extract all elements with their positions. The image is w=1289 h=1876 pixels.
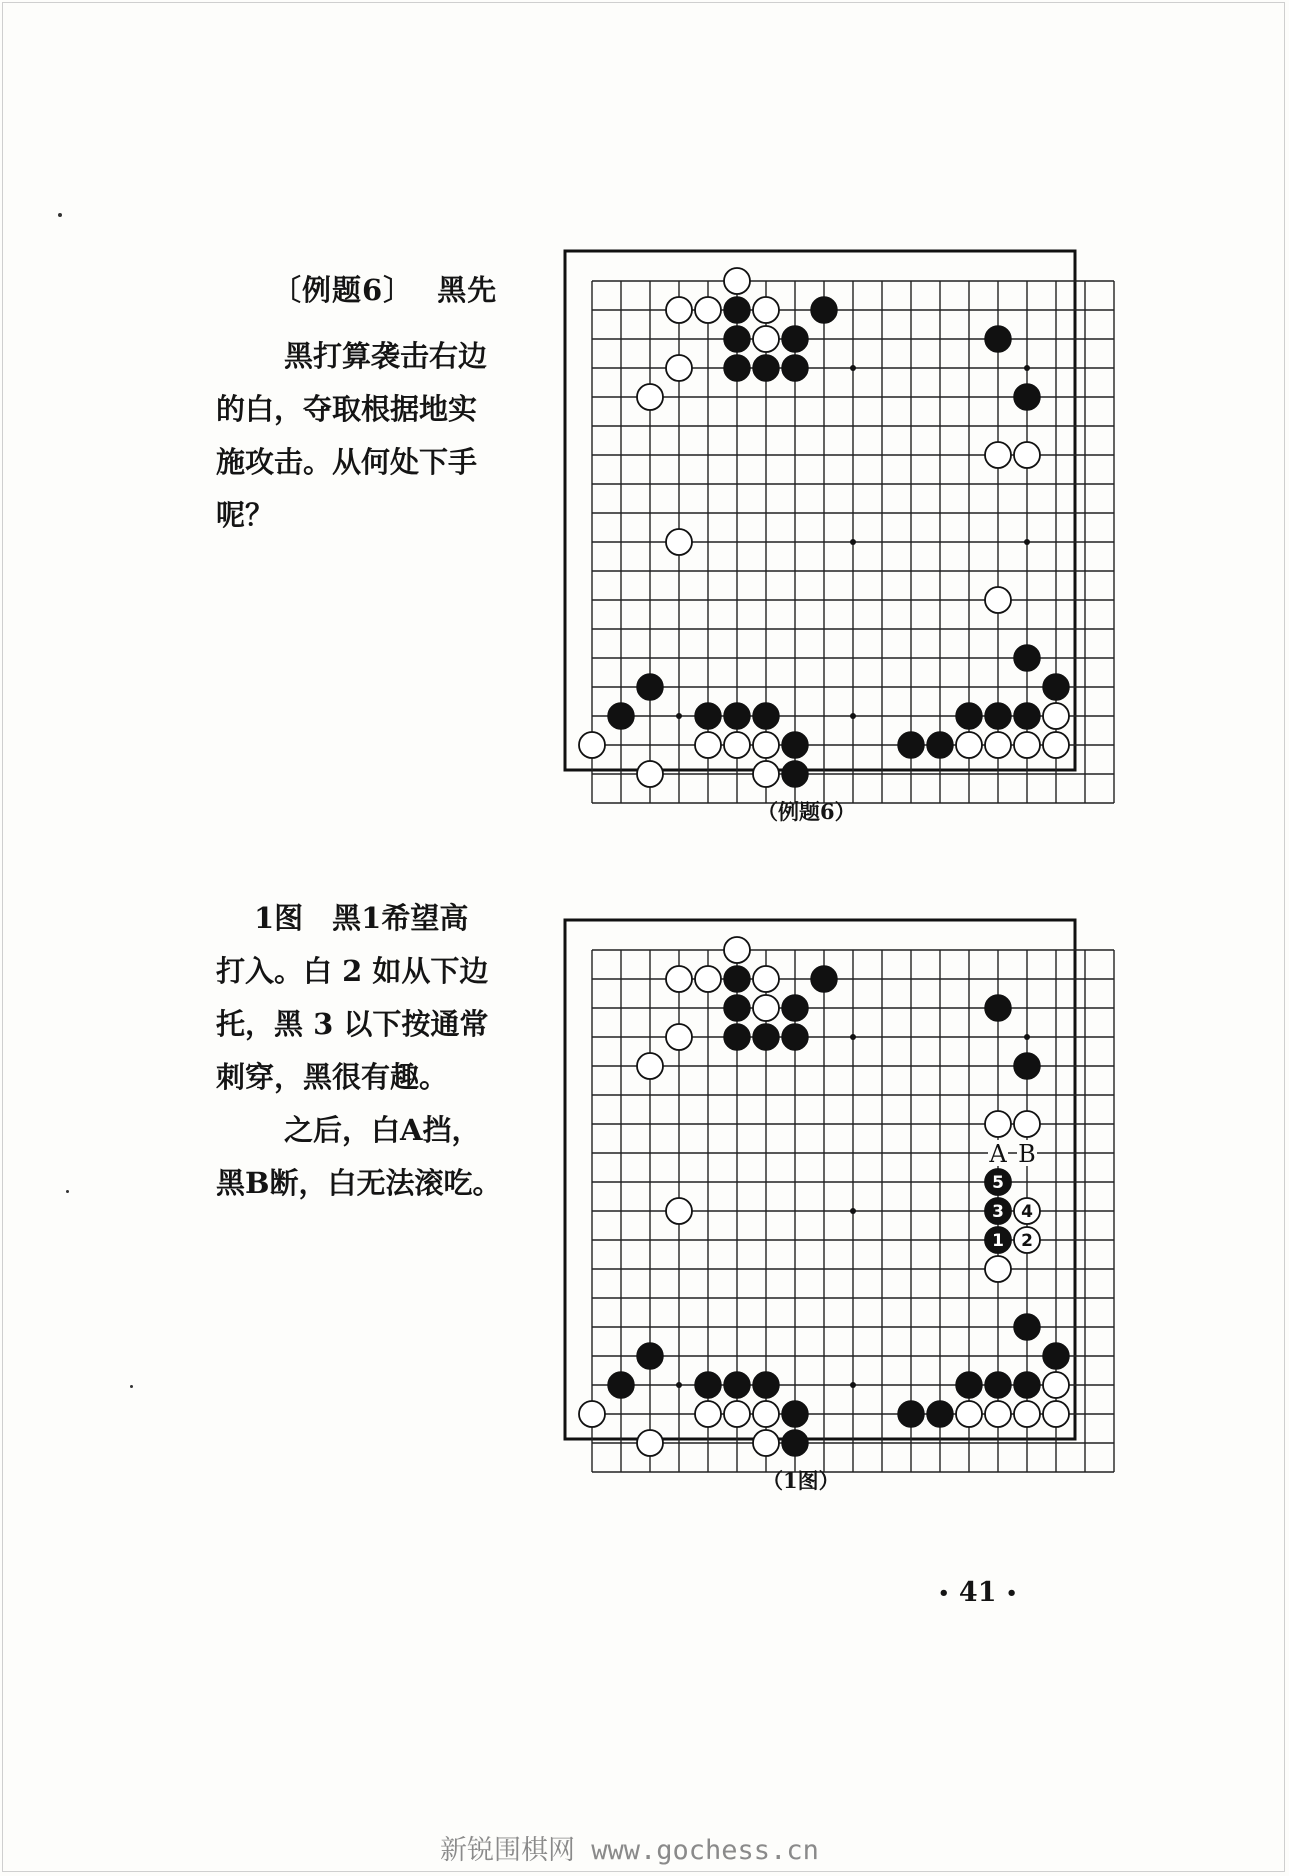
board1-black-stone: [1043, 674, 1069, 700]
board2-white-stone: [637, 1430, 663, 1456]
board1-white-stone: [1043, 703, 1069, 729]
board1-black-stone: [637, 674, 663, 700]
board2-white-stone: [985, 1256, 1011, 1282]
problem-line-4: 呢？: [216, 498, 275, 532]
board1-white-stone: [637, 761, 663, 787]
board2-move-1-label: 1: [992, 1231, 1004, 1251]
board2-black-stone: [724, 995, 750, 1021]
board1-black-stone: [782, 732, 808, 758]
board2-white-stone: [956, 1401, 982, 1427]
board2-move-4-label: 4: [1021, 1202, 1033, 1222]
figure1-line-2: 打入。白 2 如从下边: [216, 954, 489, 988]
page-number: • 41 •: [938, 1577, 1018, 1608]
board2-star-point: [850, 1382, 856, 1388]
problem-label: 〔例题6〕: [272, 273, 414, 307]
board1-star-point: [850, 713, 856, 719]
board1-black-stone: [811, 297, 837, 323]
board1-white-stone: [666, 355, 692, 381]
board2-black-stone: [724, 966, 750, 992]
board2-black-stone: [985, 995, 1011, 1021]
board2-white-stone: [579, 1401, 605, 1427]
board2-black-stone: [956, 1372, 982, 1398]
board1-star-point: [850, 365, 856, 371]
board1-white-stone: [1014, 442, 1040, 468]
board2-move-5-label: 5: [992, 1173, 1004, 1193]
board2-white-stone: [753, 966, 779, 992]
board2-white-stone: [724, 1401, 750, 1427]
board1-black-stone: [927, 732, 953, 758]
board1-white-stone: [724, 268, 750, 294]
board2-move-2-label: 2: [1021, 1231, 1033, 1251]
board2-white-stone: [695, 966, 721, 992]
board1-white-stone: [579, 732, 605, 758]
scan-speck: [58, 213, 62, 217]
board2-white-stone: [985, 1401, 1011, 1427]
board2-black-stone: [1014, 1314, 1040, 1340]
figure1-line-3: 托，黑 3 以下按通常: [216, 1007, 489, 1041]
board2-black-stone: [985, 1372, 1011, 1398]
board2-white-stone: [666, 1024, 692, 1050]
board2-black-stone: [782, 1024, 808, 1050]
board1-white-stone: [666, 297, 692, 323]
board1-white-stone: [753, 297, 779, 323]
board1-white-stone: [753, 732, 779, 758]
board2-white-stone: [724, 937, 750, 963]
board1-black-stone: [724, 297, 750, 323]
board1-white-stone: [985, 587, 1011, 613]
board1-star-point: [676, 713, 682, 719]
board2-black-stone: [1014, 1372, 1040, 1398]
board1-black-stone: [724, 355, 750, 381]
board1-black-stone: [782, 761, 808, 787]
board1-white-stone: [985, 732, 1011, 758]
board1-star-point: [1024, 539, 1030, 545]
watermark: 新锐围棋网 www.gochess.cn: [440, 1835, 819, 1866]
scan-speck: [66, 1190, 69, 1193]
board2-white-stone: [985, 1111, 1011, 1137]
board1-black-stone: [985, 326, 1011, 352]
board1-black-stone: [898, 732, 924, 758]
page-number-value: 41: [958, 1577, 997, 1608]
board1-white-stone: [637, 384, 663, 410]
board1-white-stone: [666, 529, 692, 555]
board2-star-point: [850, 1208, 856, 1214]
board2-black-stone: [1014, 1053, 1040, 1079]
board2-white-stone: [695, 1401, 721, 1427]
board2-white-stone: [1014, 1111, 1040, 1137]
problem-line-3: 施攻击。从何处下手: [216, 445, 478, 479]
problem-caption: （例题6）: [757, 799, 856, 824]
problem-line-2: 的白，夺取根据地实: [216, 392, 478, 426]
scan-speck: [130, 1385, 133, 1388]
board1-black-stone: [724, 326, 750, 352]
board2-letter-b: B: [1018, 1140, 1036, 1168]
figure1-caption: （1图）: [762, 1468, 840, 1493]
board2-black-stone: [927, 1401, 953, 1427]
board1-white-stone: [1014, 732, 1040, 758]
board1-black-stone: [724, 703, 750, 729]
board1-black-stone: [753, 703, 779, 729]
board2-black-stone: [811, 966, 837, 992]
board2-black-stone: [1043, 1343, 1069, 1369]
figure1-line-4: 刺穿，黑很有趣。: [216, 1060, 449, 1094]
board2-star-point: [1024, 1034, 1030, 1040]
board1-white-stone: [985, 442, 1011, 468]
board1-white-stone: [695, 297, 721, 323]
board2-black-stone: [724, 1372, 750, 1398]
board2-black-stone: [695, 1372, 721, 1398]
board1-star-point: [1024, 365, 1030, 371]
board1-white-stone: [753, 761, 779, 787]
board1-black-stone: [753, 355, 779, 381]
problem-line-1: 黑打算袭击右边: [284, 339, 488, 373]
board2-black-stone: [637, 1343, 663, 1369]
board2-letter-a: A: [989, 1140, 1007, 1168]
board2-black-stone: [782, 995, 808, 1021]
board2-white-stone: [753, 995, 779, 1021]
board1-white-stone: [695, 732, 721, 758]
go-board-problem: [562, 248, 1077, 773]
figure1-line-6: 黑B断，白无法滚吃。: [216, 1166, 502, 1200]
board1-black-stone: [985, 703, 1011, 729]
board1-black-stone: [1014, 703, 1040, 729]
figure1-line-5: 之后，白A挡，: [284, 1113, 481, 1147]
board1-black-stone: [608, 703, 634, 729]
board2-white-stone: [1043, 1401, 1069, 1427]
board1-black-stone: [1014, 645, 1040, 671]
board1-white-stone: [956, 732, 982, 758]
board2-black-stone: [898, 1401, 924, 1427]
board2-white-stone: [637, 1053, 663, 1079]
board2-white-stone: [753, 1401, 779, 1427]
board1-white-stone: [1043, 732, 1069, 758]
board2-black-stone: [753, 1372, 779, 1398]
board2-white-stone: [666, 966, 692, 992]
board1-white-stone: [724, 732, 750, 758]
board1-black-stone: [1014, 384, 1040, 410]
board2-white-stone: [1043, 1372, 1069, 1398]
board2-white-stone: [666, 1198, 692, 1224]
board2-black-stone: [753, 1024, 779, 1050]
board2-black-stone: [724, 1024, 750, 1050]
go-board-figure1: [562, 917, 1077, 1442]
board2-white-stone: [753, 1430, 779, 1456]
board2-star-point: [676, 1382, 682, 1388]
board1-black-stone: [956, 703, 982, 729]
board2-white-stone: [1014, 1401, 1040, 1427]
board2-move-3-label: 3: [992, 1202, 1004, 1222]
board1-black-stone: [782, 355, 808, 381]
board2-black-stone: [782, 1430, 808, 1456]
board1-white-stone: [753, 326, 779, 352]
problem-to-play: 黑先: [437, 273, 498, 307]
board1-black-stone: [695, 703, 721, 729]
board2-black-stone: [782, 1401, 808, 1427]
board2-star-point: [850, 1034, 856, 1040]
board1-star-point: [850, 539, 856, 545]
figure1-line-1: 1图 黑1希望高: [254, 901, 469, 935]
problem-title: [272, 268, 497, 309]
board2-black-stone: [608, 1372, 634, 1398]
board1-black-stone: [782, 326, 808, 352]
